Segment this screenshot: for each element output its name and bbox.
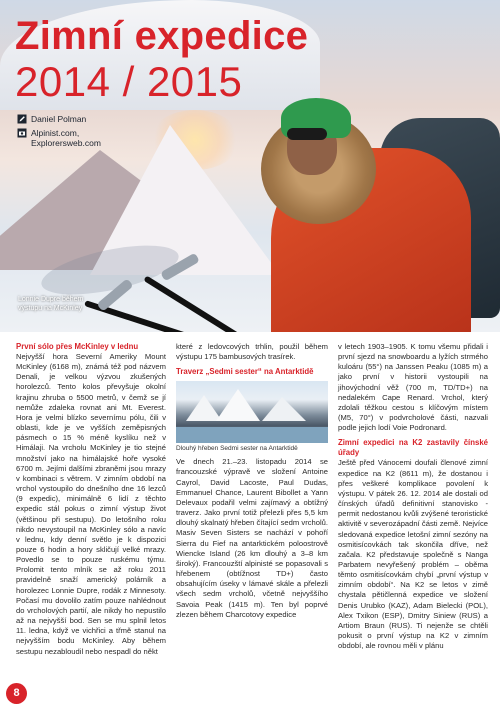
- article-column-2: [176, 342, 328, 620]
- article-column-3: [338, 342, 488, 651]
- pen-icon: [17, 114, 27, 124]
- page-number-badge: 8: [6, 683, 27, 704]
- seven-sisters-photo-caption: Dlouhý hřeben Sedmi sester na Antarktidě: [176, 445, 298, 453]
- section-heading-k2: Zimní expedici na K2 zastavily čínské úřady: [338, 438, 488, 458]
- author-name: Daniel Polman: [31, 114, 87, 124]
- author-credit: [17, 114, 86, 124]
- section-heading-mckinley: První sólo přes McKinley v lednu: [16, 342, 139, 351]
- ice-axe: [143, 275, 273, 332]
- paragraph-seven-sisters-continued: v letech 1903–1905. K tomu všemu přidali i první sjezd na snowboardu a lyžích strmého kuloáru (55°) na Janssen Peaku (1085 m) a jako první v historii vystoupili na jihovýchodní věž (700 m, TD/TD+) na nedalekém Cape Renard. Vrchol, který zdolali těžkou cestou s klíčovým místem (M5, 70°) v podvrcholové části, nazvali podle jejich lodí Voie Podronard.: [338, 342, 488, 433]
- paragraph-seven-sisters: Ve dnech 21.–23. listopadu 2014 se francouzské výpravě ve složení Antoine Cayrol, David Lacoste, Paul Dudas, Emmanuel Chance, Laurent Bibollet a Yann Delevaux podařil velmi zajímavý a obtížný traverz. Jako první totiž přelezli přes 5,5 km dlouhý skalnatý hřeben čítající sedm vrcholů. Masiv Seven Sisters se nachází v pohoří Sierra du Fief na antarktickém poloostrově Wiencke Island (26 km dlouhý a 3–8 km široký). Francouzští alpinisté se popasovali s hřebenem (obtížnost TD+) často obsahujícím úseky v lámavé skále a přelezli všech sedm vrcholů, včetně nejvyššího Savoia Peak (1415 m). Ten byl poprvé zlezen během Charcotovy expedice: [176, 457, 328, 619]
- article-subtitle: 2014 / 2015: [15, 58, 243, 105]
- photo-credit: [17, 128, 101, 148]
- paragraph-mckinley-continued: které z ledovcových trhlin, použil během výstupu 175 bambusových trasírek.: [176, 342, 328, 362]
- camera-icon: [17, 128, 27, 138]
- goggles: [287, 128, 327, 140]
- article-title: Zimní expedice: [15, 14, 309, 58]
- hero-photo: [0, 0, 500, 332]
- article-column-1: [16, 342, 166, 657]
- section-heading-seven-sisters: Traverz „Sedmi sester“ na Antarktidě: [176, 367, 314, 377]
- photo-source-1: Alpinist.com,: [31, 128, 80, 138]
- seven-sisters-photo: [176, 381, 328, 443]
- paragraph-k2: Ještě před Vánocemi doufali členové zimní expedice na K2 (8611 m), že dostanou i přes veškeré komplikace povolení k výstupu. V pátek 26. 12. 2014 ale dostali od čínských úřadů definitivní stanovisko - permit nedostanou kvůli zvýšené teroristické aktivitě v severozápadní části země. Nejvíce sledovaná expedice letošní zimní sezóny na osmitisícovkách tak skončila dříve, než začala. K2 představuje společně s Nanga Parbatem nevyřešený problém – oběma těmto osmitisícovkám chybí „první výstup v zimním období“. Na K2 se letos v zimě chystala pětičlenná expedice ve složení Denis Urubko (KAZ), Adam Bielecki (POL), Alex Txikon (ESP), Dmitry Siniew (RUS) a Artiom Braun (RUS). Ti nejenže se chtěli pokusit o první výstup na K2 v zimním období, ale rovnou měli v plánu: [338, 458, 488, 651]
- climber-figure: [265, 78, 500, 332]
- photo-source-2: Explorersweb.com: [31, 138, 101, 148]
- paragraph-mckinley: Nejvyšší hora Severní Ameriky Mount McKinley (6168 m), známá též pod názvem Denali, je velkou výzvou zkušených horolezců. Tento kolos převyšuje okolní krajinu zhruba o 5500 metrů, v čemž se jí nemůže zdaleka rovnat ani Mt. Everest. Hora je velmi blízko severnímu pólu, čili v oblasti, kde je ve vyšších zeměpisných pásmech o 15 % méně kyslíku než v Himálaji. Na vrcholu McKinley je tio stejné množství jako na himálajské hoře vysoké 6700 m. Jejími dalšími zbraněmi jsou mrazy v kombinaci s větrem. V zimním období na vrchol vystoupilo do dnešního dne 16 lezců (9 expedic), minimálně 6 lidí z těchto expedic stál pokus o zimní výstup život (většinou při sestupu). Do letošního roku nikdo nevystoupil na McKinley sólo a navíc v lednu, kdy denní světlo je k dispozici pouze 6 hodin a hory skličují velké mrazy. Povedlo se to pouze ruskému týmu. Prolomit tento mlník se až roku 2011 pravidelně snaží americký polárník a horolezec Lonnie Dupre, rodák z Minnesoty. Počasí mu dovolilo zatím pouze nahlédnout do vrcholových partií, ale nikdy ho nepustilo až na nejvyšší bod. Sen se mu splnil letos 11. ledna, když ve vichřici a třmě stanul na nejvyšším bodu McKinley. Aby během sestupu nezabloudil nebo nespadl do někt: [16, 352, 166, 656]
- hero-photo-caption: Lonnie Dupre během výstupu na McKinley: [18, 296, 84, 312]
